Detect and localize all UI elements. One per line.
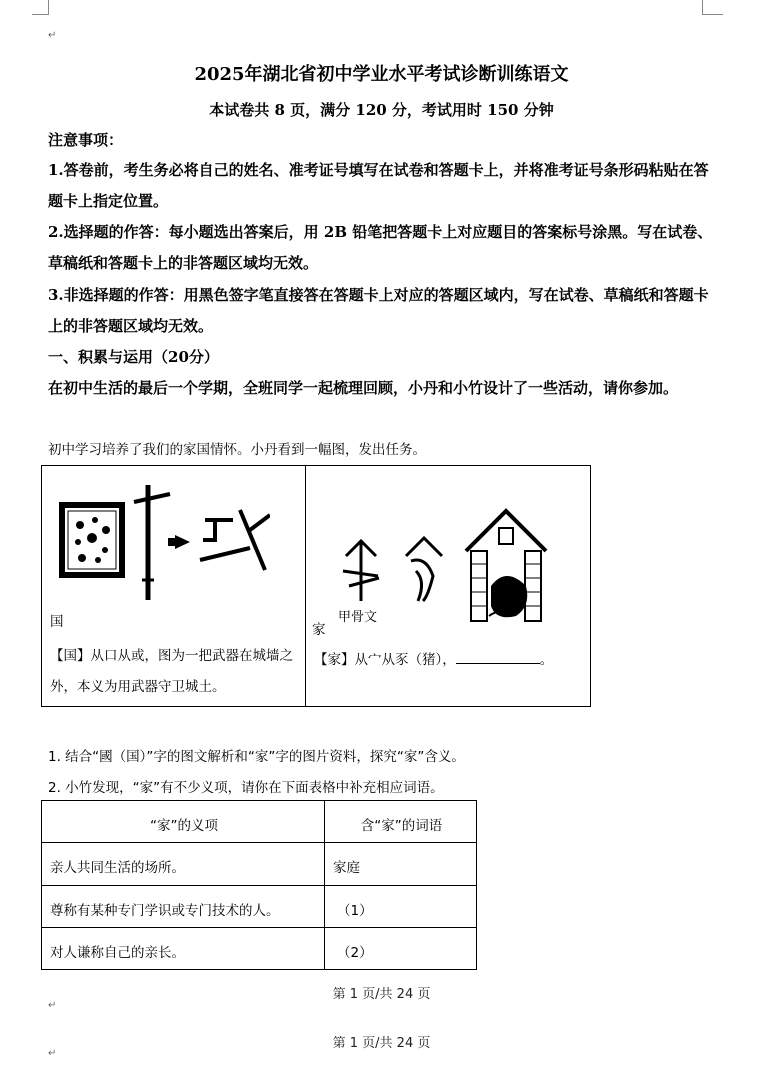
- table-row: [41, 885, 325, 928]
- table-row: [41, 842, 325, 886]
- table-row: [324, 927, 477, 970]
- jia-character: 家: [312, 622, 326, 638]
- guo-character: 国: [50, 614, 64, 630]
- jia-description: [314, 648, 584, 668]
- notice-3: 3.非选择题的作答：用黑色签字笔直接答在答题卡上对应的答题区域内，写在试卷、草稿纸和答题卡上的非答题区域均无效。: [48, 286, 709, 335]
- section-intro: 在初中生活的最后一个学期，全班同学一起梳理回顾，小丹和小竹设计了一些活动，请你参加。: [48, 379, 679, 397]
- paragraph-mark: ↵: [48, 1048, 57, 1059]
- guo-desc-text: 从口从或，图为一把武器在城墙之外，本义为用武器守卫城土。: [50, 648, 293, 695]
- document-subtitle: 本试卷共 8 页，满分 120 分，考试用时 150 分钟: [209, 101, 554, 119]
- question-2: 2. 小竹发现，“家”有不少义项，请你在下面表格中补充相应词语。: [48, 780, 444, 796]
- guo-cell: [41, 465, 306, 707]
- crop-mark-top-right: [702, 0, 723, 15]
- jia-label: 【家】: [314, 652, 355, 668]
- jia-cell: [305, 465, 591, 707]
- jia-oracle-caption: 甲骨文: [338, 610, 378, 625]
- crop-mark-top-left: [32, 0, 49, 15]
- page-footer: 第 1 页/共 24 页: [332, 1036, 431, 1051]
- table-header-words: [324, 800, 477, 843]
- page-footer: 第 1 页/共 24 页: [332, 987, 431, 1002]
- jia-answer-blank[interactable]: [456, 649, 540, 664]
- table-header-meaning-text: “家”的义项: [150, 818, 218, 834]
- table-cell-meaning: 亲人共同生活的场所。: [50, 860, 185, 876]
- notice-2: 2.选择题的作答：每小题选出答案后，用 2B 铅笔把答题卡上对应题目的答案标号涂黑。写在试卷、草稿纸和答题卡上的非答题区域均无效。: [48, 223, 713, 272]
- table-row: [324, 885, 477, 928]
- paragraph-mark: ↵: [48, 30, 57, 41]
- task-intro: 初中学习培养了我们的家国情怀。小丹看到一幅图，发出任务。: [48, 442, 426, 458]
- table-cell-word: 家庭: [333, 860, 360, 876]
- jia-desc-end: 。: [539, 652, 554, 668]
- guo-description: [50, 641, 300, 703]
- notice-1: 1.答卷前，考生务必将自己的姓名、准考证号填写在试卷和答题卡上，并将准考证号条形码粘贴在答题卡上指定位置。: [48, 161, 709, 210]
- table-cell-meaning: 对人谦称自己的亲长。: [50, 945, 185, 961]
- jia-desc-text: 从宀从豕（猪），: [354, 652, 456, 668]
- paragraph-mark: ↵: [48, 1000, 57, 1011]
- guo-label: 【国】: [50, 648, 91, 664]
- table-row: [41, 927, 325, 970]
- table-cell-answer-1[interactable]: （1）: [337, 903, 373, 919]
- document-title: 2025年湖北省初中学业水平考试诊断训练语文: [194, 64, 569, 85]
- table-header-words-text: 含“家”的词语: [360, 818, 443, 834]
- notice-heading: 注意事项：: [48, 131, 124, 149]
- guo-oracle-image: [50, 480, 270, 605]
- table-row: [324, 842, 477, 886]
- question-1: 1. 结合“國（国）”字的图文解析和“家”字的图片资料，探究“家”含义。: [48, 749, 465, 765]
- section-heading: 一、积累与运用（20分）: [48, 348, 219, 366]
- table-cell-answer-2[interactable]: （2）: [337, 945, 373, 961]
- table-cell-meaning: 尊称有某种专门学识或专门技术的人。: [50, 903, 280, 919]
- table-header-meaning: [41, 800, 325, 843]
